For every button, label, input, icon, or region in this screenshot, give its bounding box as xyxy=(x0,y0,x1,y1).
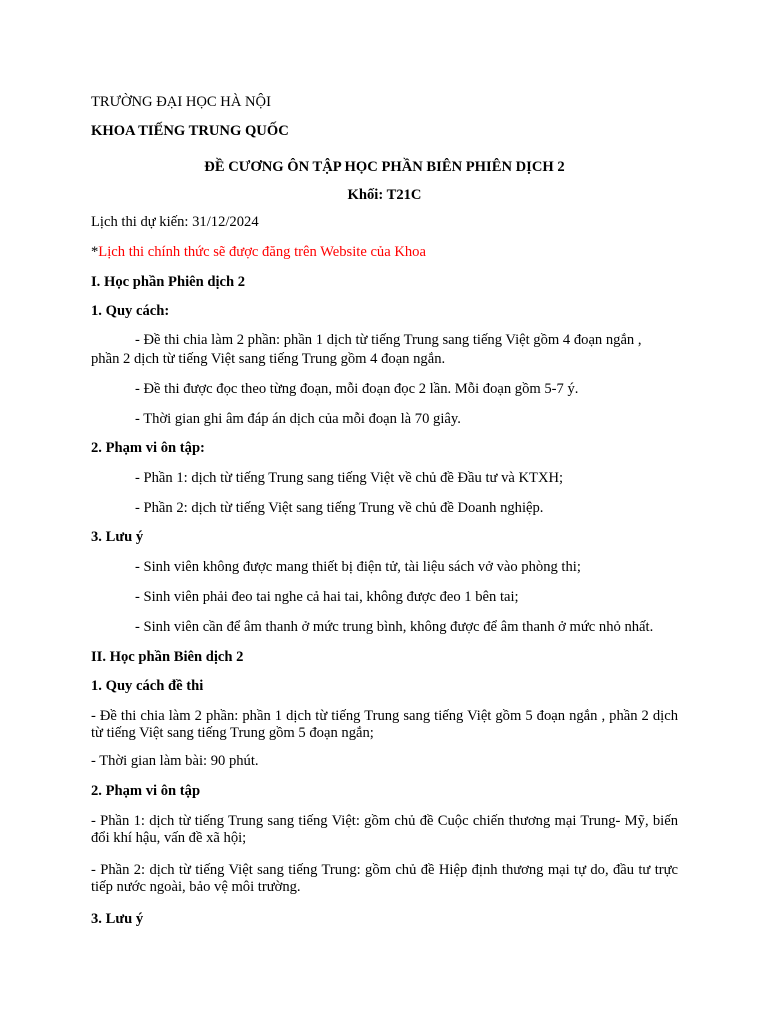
section-1-format-item: phần 2 dịch từ tiếng Việt sang tiếng Trung gồm 4 đoạn ngắn. xyxy=(91,351,446,367)
section-2-format-item: - Đề thi chia làm 2 phần: phần 1 dịch từ tiếng Trung sang tiếng Việt gồm 5 đoạn ngắn , phần 2 dịch từ tiếng Việt sang tiếng Trung gồm 5 đoạn ngắn; xyxy=(91,708,678,741)
section-2-format-item: - Thời gian làm bài: 90 phút. xyxy=(91,753,259,769)
faculty-name: KHOA TIẾNG TRUNG QUỐC xyxy=(91,123,289,139)
section-2-format-heading: 1. Quy cách đề thi xyxy=(91,678,204,694)
section-1-scope-item: - Phần 2: dịch từ tiếng Việt sang tiếng Trung về chủ đề Doanh nghiệp. xyxy=(135,500,544,516)
note-text: Lịch thi chính thức sẽ được đăng trên Website của Khoa xyxy=(98,244,426,260)
section-1-note-item: - Sinh viên phải đeo tai nghe cả hai tai, không được đeo 1 bên tai; xyxy=(135,589,519,605)
official-schedule-note xyxy=(91,244,678,261)
section-2-scope-heading: 2. Phạm vi ôn tập xyxy=(91,783,201,799)
section-1-notes-heading: 3. Lưu ý xyxy=(91,529,144,545)
section-1-format-item: - Đề thi chia làm 2 phần: phần 1 dịch từ tiếng Trung sang tiếng Việt gồm 4 đoạn ngắn , xyxy=(135,332,642,348)
grade-label: Khối: T21C xyxy=(347,187,422,203)
section-1-note-item: - Sinh viên không được mang thiết bị điện tử, tài liệu sách vở vào phòng thi; xyxy=(135,559,581,575)
section-1-format-item: - Đề thi được đọc theo từng đoạn, mỗi đoạn đọc 2 lần. Mỗi đoạn gồm 5-7 ý. xyxy=(135,381,579,397)
note-asterisk: * xyxy=(91,244,99,260)
section-2-heading: II. Học phần Biên dịch 2 xyxy=(91,649,244,665)
section-2-notes-heading: 3. Lưu ý xyxy=(91,911,144,927)
section-1-scope-item: - Phần 1: dịch từ tiếng Trung sang tiếng Việt về chủ đề Đầu tư và KTXH; xyxy=(135,470,564,486)
section-1-format-item: - Thời gian ghi âm đáp án dịch của mỗi đoạn là 70 giây. xyxy=(135,411,461,427)
expected-schedule: Lịch thi dự kiến: 31/12/2024 xyxy=(91,214,259,230)
section-1-format-heading: 1. Quy cách: xyxy=(91,303,170,319)
section-1-note-item: - Sinh viên cần để âm thanh ở mức trung bình, không được để âm thanh ở mức nhỏ nhất. xyxy=(135,619,654,635)
section-1-heading: I. Học phần Phiên dịch 2 xyxy=(91,274,246,290)
section-1-scope-heading: 2. Phạm vi ôn tập: xyxy=(91,440,205,456)
section-2-scope-item: - Phần 2: dịch từ tiếng Việt sang tiếng Trung: gồm chủ đề Hiệp định thương mại tự do, đầu tư trực tiếp nước ngoài, bảo vệ môi trường. xyxy=(91,862,678,895)
document-title: ĐỀ CƯƠNG ÔN TẬP HỌC PHẦN BIÊN PHIÊN DỊCH 2 xyxy=(204,159,565,175)
section-2-scope-item: - Phần 1: dịch từ tiếng Trung sang tiếng Việt: gồm chủ đề Cuộc chiến thương mại Trung- Mỹ, biến đổi khí hậu, vấn đề xã hội; xyxy=(91,813,678,846)
university-name: TRƯỜNG ĐẠI HỌC HÀ NỘI xyxy=(91,94,271,110)
